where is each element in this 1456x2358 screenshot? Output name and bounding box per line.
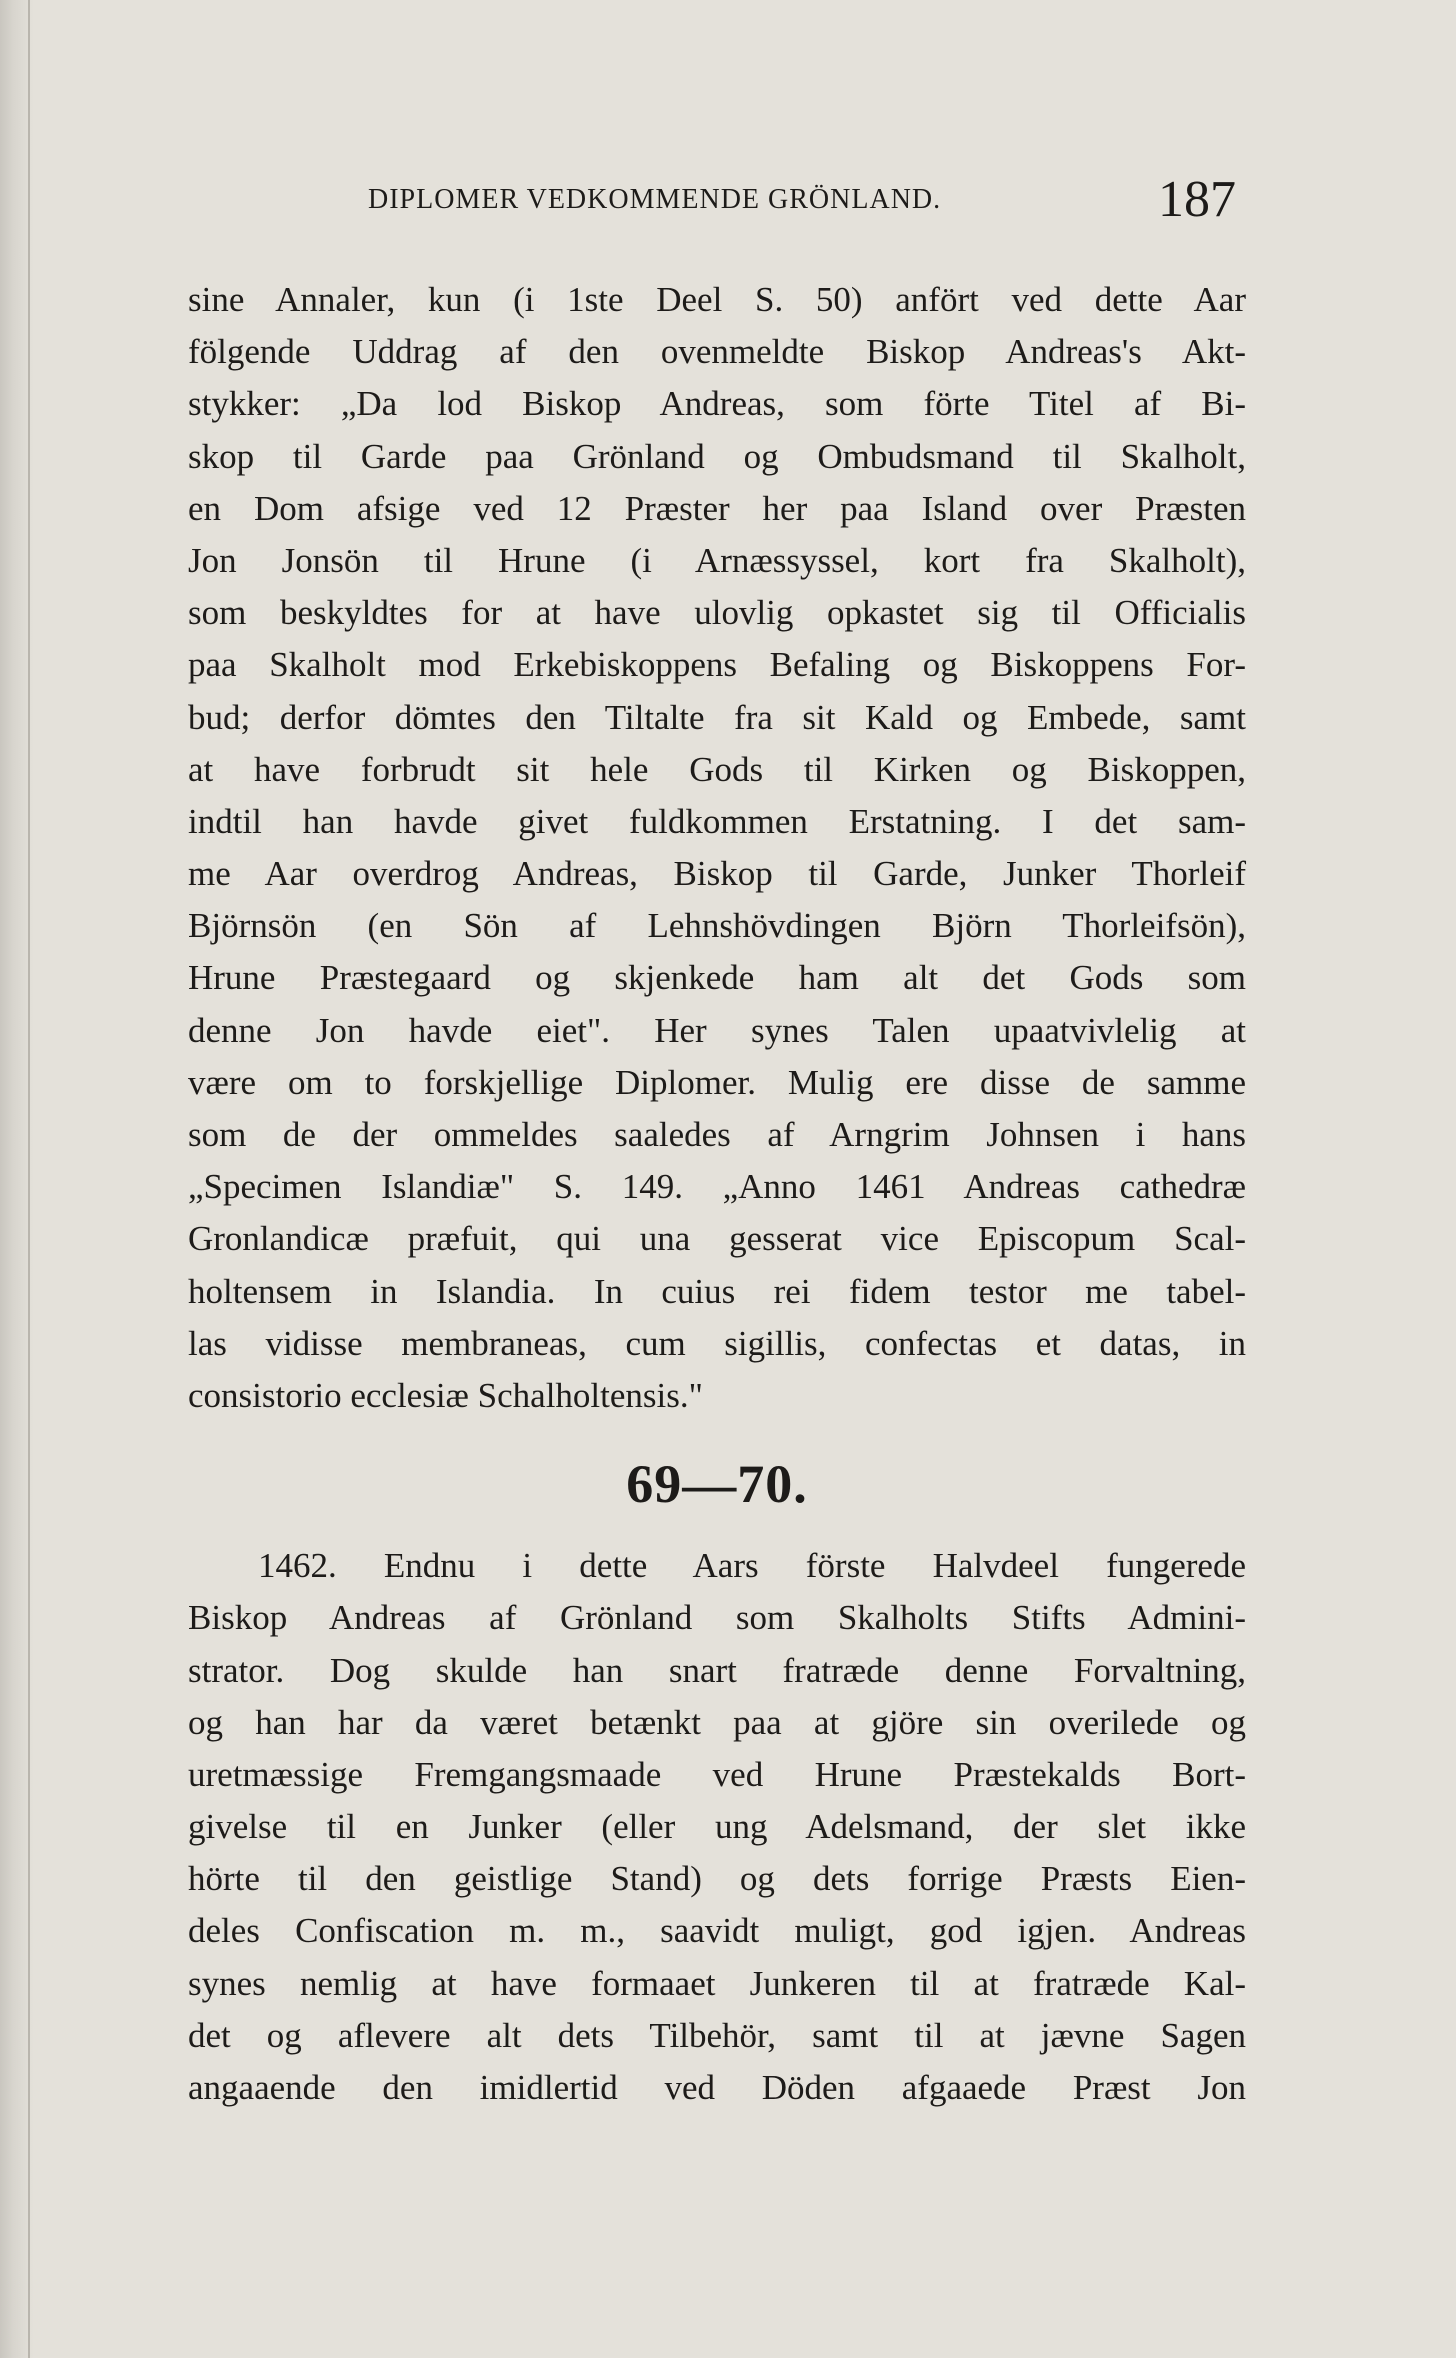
text-line: 1462. Endnu i dette Aars förste Halvdeel fungerede xyxy=(258,1546,1246,1586)
text-line: las vidisse membraneas, cum sigillis, confectas et datas, in xyxy=(188,1323,1246,1363)
text-line: som de der ommeldes saaledes af Arngrim Johnsen i hans xyxy=(188,1115,1246,1154)
text-line: at have forbrudt sit hele Gods til Kirken og Biskoppen, xyxy=(188,749,1246,789)
text-line: fölgende Uddrag af den ovenmeldte Biskop Andreas's Akt- xyxy=(188,332,1246,372)
text-line: me Aar overdrog Andreas, Biskop til Garde, Junker Thorleif xyxy=(188,854,1246,894)
text-line: skop til Garde paa Grönland og Ombudsmand til Skalholt, xyxy=(188,436,1246,476)
text-line: givelse til en Junker (eller ung Adelsmand, der slet ikke xyxy=(188,1807,1246,1847)
paragraph-1 xyxy=(188,274,1246,1422)
running-title: DIPLOMER VEDKOMMENDE GRÖNLAND. xyxy=(368,184,942,215)
text-line: synes nemlig at have formaaet Junkeren til at fratræde Kal- xyxy=(188,1963,1246,2003)
text-line: indtil han havde givet fuldkommen Erstatning. I det sam- xyxy=(188,801,1246,841)
text-line: Jon Jonsön til Hrune (i Arnæssyssel, kort fra Skalholt), xyxy=(188,540,1246,580)
text-line: Hrune Præstegaard og skjenkede ham alt det Gods som xyxy=(188,958,1246,998)
text-line: consistorio ecclesiæ Schalholtensis." xyxy=(188,1375,703,1415)
text-line: bud; derfor dömtes den Tiltalte fra sit Kald og Embede, samt xyxy=(188,697,1246,737)
page-body xyxy=(188,274,1246,2114)
text-line: strator. Dog skulde han snart fratræde denne Forvaltning, xyxy=(188,1650,1246,1690)
text-line: være om to forskjellige Diplomer. Mulig ere disse de samme xyxy=(188,1062,1246,1102)
section-heading: 69—70. xyxy=(626,1454,808,1515)
page-header xyxy=(184,170,1240,240)
text-line: hörte til den geistlige Stand) og dets forrige Præsts Eien- xyxy=(188,1859,1246,1899)
text-line: Gronlandicæ præfuit, qui una gesserat vice Episcopum Scal- xyxy=(188,1219,1246,1259)
text-line: sine Annaler, kun (i 1ste Deel S. 50) anfört ved dette Aar xyxy=(188,280,1246,319)
page-number: 187 xyxy=(1158,171,1236,228)
paragraph-2 xyxy=(188,1540,1246,2114)
binding-line xyxy=(28,0,30,2358)
text-line: denne Jon havde eiet". Her synes Talen upaatvivlelig at xyxy=(188,1010,1246,1050)
text-line: som beskyldtes for at have ulovlig opkastet sig til Officialis xyxy=(188,593,1246,633)
text-line: „Specimen Islandiæ" S. 149. „Anno 1461 Andreas cathedræ xyxy=(188,1167,1246,1207)
text-line: angaaende den imidlertid ved Döden afgaaede Præst Jon xyxy=(188,2068,1246,2107)
text-line: det og aflevere alt dets Tilbehör, samt til at jævne Sagen xyxy=(188,2015,1246,2055)
text-line: stykker: „Da lod Biskop Andreas, som förte Titel af Bi- xyxy=(188,384,1246,424)
text-line: paa Skalholt mod Erkebiskoppens Befaling og Biskoppens For- xyxy=(188,645,1246,685)
text-line: deles Confiscation m. m., saavidt muligt, god igjen. Andreas xyxy=(188,1911,1246,1951)
text-line: og han har da været betænkt paa at gjöre sin overilede og xyxy=(188,1702,1246,1742)
text-line: uretmæssige Fremgangsmaade ved Hrune Præstekalds Bort- xyxy=(188,1754,1246,1794)
text-line: Biskop Andreas af Grönland som Skalholts Stifts Admini- xyxy=(188,1598,1246,1638)
text-line: Björnsön (en Sön af Lehnshövdingen Björn Thorleifsön), xyxy=(188,906,1246,946)
text-line: en Dom afsige ved 12 Præster her paa Island over Præsten xyxy=(188,488,1246,528)
text-line: holtensem in Islandia. In cuius rei fidem testor me tabel- xyxy=(188,1271,1246,1311)
